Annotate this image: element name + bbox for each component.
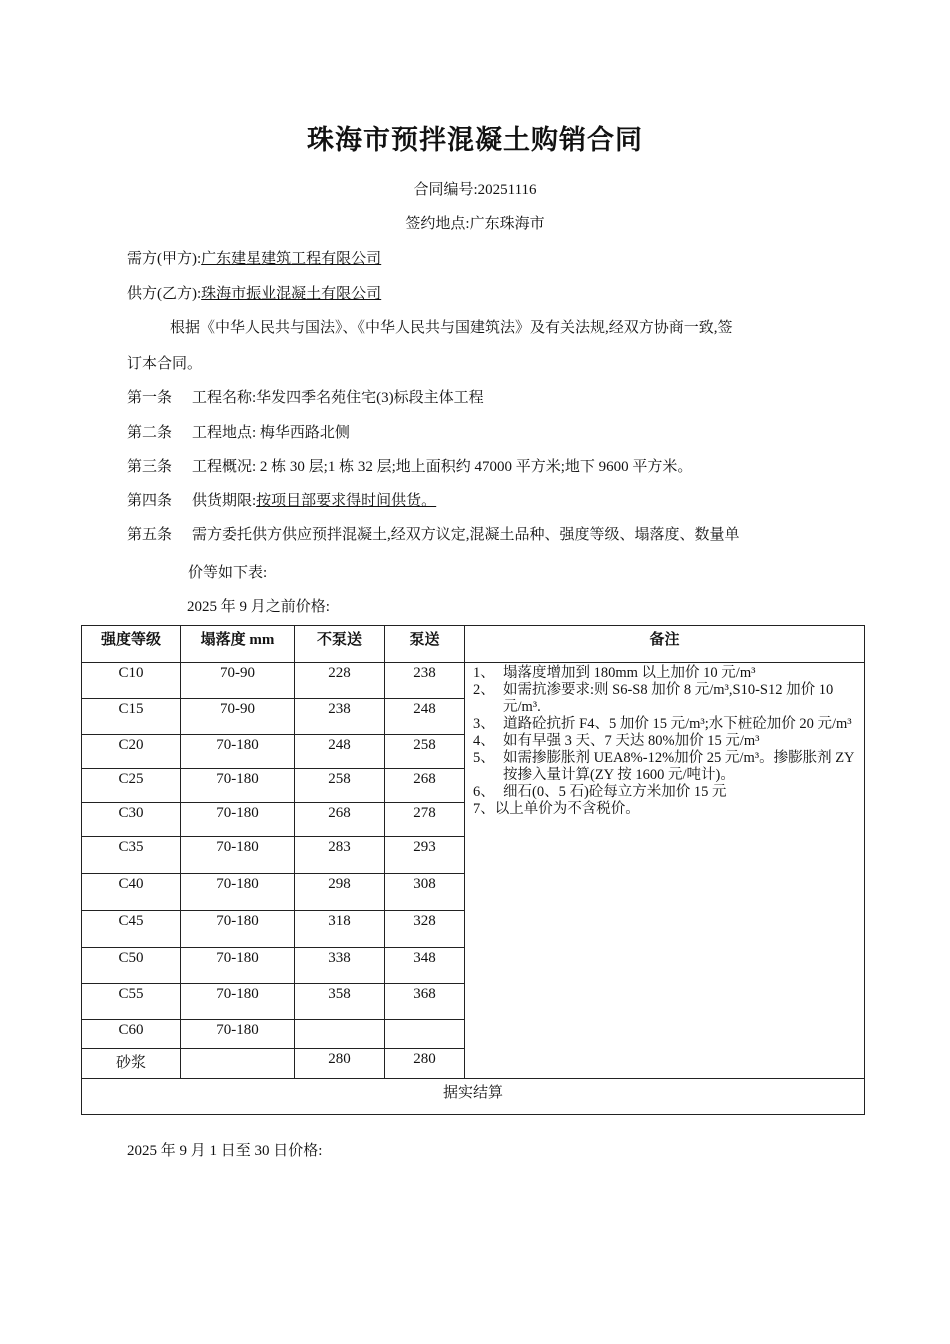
clause-text: 需方委托供方供应预拌混凝土,经双方议定,混凝土品种、强度等级、塌落度、数量单: [192, 527, 740, 543]
cell-pump: 293: [385, 837, 465, 874]
cell-slump: 70-180: [181, 803, 295, 837]
cell-slump: 70-180: [181, 735, 295, 769]
price-before-label: 2025 年 9 月之前价格:: [187, 599, 330, 615]
remark-item: [473, 682, 858, 716]
cell-grade: C40: [82, 874, 181, 911]
preamble-line-1: 根据《中华人民共与国法》、《中华人民共与国建筑法》及有关法规,经双方协商一致,签: [170, 320, 733, 336]
cell-non-pump: 258: [295, 769, 385, 803]
remark-number: 2、: [473, 682, 495, 698]
remark-text: 塌落度增加到 180mm 以上加价 10 元/m³: [503, 665, 756, 681]
clause-text: 工程概况: 2 栋 30 层;1 栋 32 层;地上面积约 47000 平方米;地下 9600 平方米。: [192, 459, 693, 475]
remark-item: [473, 801, 858, 818]
remark-item: [473, 784, 858, 801]
cell-pump: 248: [385, 699, 465, 735]
cell-slump: 70-180: [181, 911, 295, 948]
remark-text: 7、以上单价为不含税价。: [473, 801, 640, 817]
cell-non-pump: 298: [295, 874, 385, 911]
settlement-note: 据实结算: [82, 1079, 865, 1115]
cell-grade: C45: [82, 911, 181, 948]
clause-text: 工程名称:华发四季名苑住宅(3)标段主体工程: [192, 390, 484, 406]
remark-number: 4、: [473, 733, 495, 749]
table-footer-row: [82, 1079, 865, 1115]
cell-non-pump: 228: [295, 663, 385, 699]
cell-non-pump: 338: [295, 948, 385, 984]
remark-item: [473, 733, 858, 750]
cell-slump: 70-180: [181, 769, 295, 803]
cell-non-pump: 248: [295, 735, 385, 769]
remark-number: 3、: [473, 716, 495, 732]
cell-grade: C30: [82, 803, 181, 837]
cell-non-pump: 280: [295, 1049, 385, 1079]
clause-text: 按项目部要求得时间供货。: [256, 493, 437, 509]
remark-number: 5、: [473, 750, 495, 766]
cell-non-pump: 318: [295, 911, 385, 948]
clause-5: [127, 523, 740, 544]
clause-1: [127, 386, 484, 407]
remark-item: [473, 750, 858, 784]
remark-number: 6、: [473, 784, 495, 800]
cell-slump: [181, 1049, 295, 1079]
table-header-row: [82, 626, 865, 663]
cell-pump: 308: [385, 874, 465, 911]
contract-number: 合同编号:20251116: [413, 182, 537, 198]
cell-grade: C35: [82, 837, 181, 874]
clause-5-continued: 价等如下表:: [188, 565, 268, 581]
cell-non-pump: 283: [295, 837, 385, 874]
cell-grade: C25: [82, 769, 181, 803]
remark-text: 道路砼抗折 F4、5 加价 15 元/m³;水下桩砼加价 20 元/m³: [503, 716, 852, 732]
buyer-label: 需方(甲方):: [127, 251, 202, 267]
cell-non-pump: 358: [295, 984, 385, 1020]
cell-slump: 70-90: [181, 663, 295, 699]
cell-pump: 278: [385, 803, 465, 837]
cell-slump: 70-90: [181, 699, 295, 735]
cell-grade: C20: [82, 735, 181, 769]
clause-2: [127, 421, 350, 442]
remark-text: 细石(0、5 石)砼每立方米加价 15 元: [503, 784, 727, 800]
header-remarks: 备注: [465, 626, 865, 663]
buyer-name: 广东建星建筑工程有限公司: [201, 251, 382, 267]
remarks-list: [473, 665, 858, 818]
remark-item: [473, 716, 858, 733]
table-row: [82, 663, 865, 699]
clause-number: 第四条: [127, 493, 173, 509]
clause-number: 第三条: [127, 459, 173, 475]
sign-place: 签约地点:广东珠海市: [405, 216, 545, 232]
price-table: [81, 625, 865, 1115]
cell-slump: 70-180: [181, 984, 295, 1020]
remark-text: 如有早强 3 天、7 天达 80%加价 15 元/m³: [503, 733, 760, 749]
clause-number: 第五条: [127, 527, 173, 543]
document-title: 珠海市预拌混凝土购销合同: [307, 125, 643, 156]
cell-pump: 280: [385, 1049, 465, 1079]
cell-grade: C55: [82, 984, 181, 1020]
cell-pump: 348: [385, 948, 465, 984]
cell-slump: 70-180: [181, 1020, 295, 1049]
cell-non-pump: 268: [295, 803, 385, 837]
cell-grade: 砂浆: [82, 1049, 181, 1079]
cell-grade: C50: [82, 948, 181, 984]
clause-number: 第二条: [127, 425, 173, 441]
remark-number: 1、: [473, 665, 495, 681]
cell-pump: [385, 1020, 465, 1049]
cell-pump: 368: [385, 984, 465, 1020]
remark-item: [473, 665, 858, 682]
cell-grade: C60: [82, 1020, 181, 1049]
header-pump: 泵送: [385, 626, 465, 663]
header-slump: 塌落度 mm: [181, 626, 295, 663]
cell-pump: 258: [385, 735, 465, 769]
cell-non-pump: 238: [295, 699, 385, 735]
remark-text: 如需抗渗要求:则 S6-S8 加价 8 元/m³,S10-S12 加价 10 元/m³.: [503, 682, 834, 715]
cell-pump: 328: [385, 911, 465, 948]
seller-name: 珠海市振业混凝土有限公司: [201, 286, 382, 302]
cell-non-pump: [295, 1020, 385, 1049]
cell-grade: C10: [82, 663, 181, 699]
seller-label: 供方(乙方):: [127, 286, 202, 302]
buyer-line: [127, 247, 381, 268]
preamble-line-2: 订本合同。: [127, 356, 203, 372]
clause-text: 工程地点: 梅华西路北侧: [192, 425, 350, 441]
cell-grade: C15: [82, 699, 181, 735]
remark-text: 如需掺膨胀剂 UEA8%-12%加价 25 元/m³。掺膨胀剂 ZY 按掺入量计算(ZY 按 1600 元/吨计)。: [503, 750, 854, 783]
clause-label: 供货期限:: [192, 493, 257, 509]
seller-line: [127, 282, 381, 303]
header-non-pump: 不泵送: [295, 626, 385, 663]
clause-number: 第一条: [127, 390, 173, 406]
price-september-label: 2025 年 9 月 1 日至 30 日价格:: [127, 1143, 323, 1159]
cell-slump: 70-180: [181, 948, 295, 984]
cell-pump: 238: [385, 663, 465, 699]
clause-4: [127, 489, 436, 510]
header-grade: 强度等级: [82, 626, 181, 663]
remarks-cell: [465, 663, 865, 1079]
cell-slump: 70-180: [181, 874, 295, 911]
cell-slump: 70-180: [181, 837, 295, 874]
cell-pump: 268: [385, 769, 465, 803]
clause-3: [127, 455, 692, 476]
